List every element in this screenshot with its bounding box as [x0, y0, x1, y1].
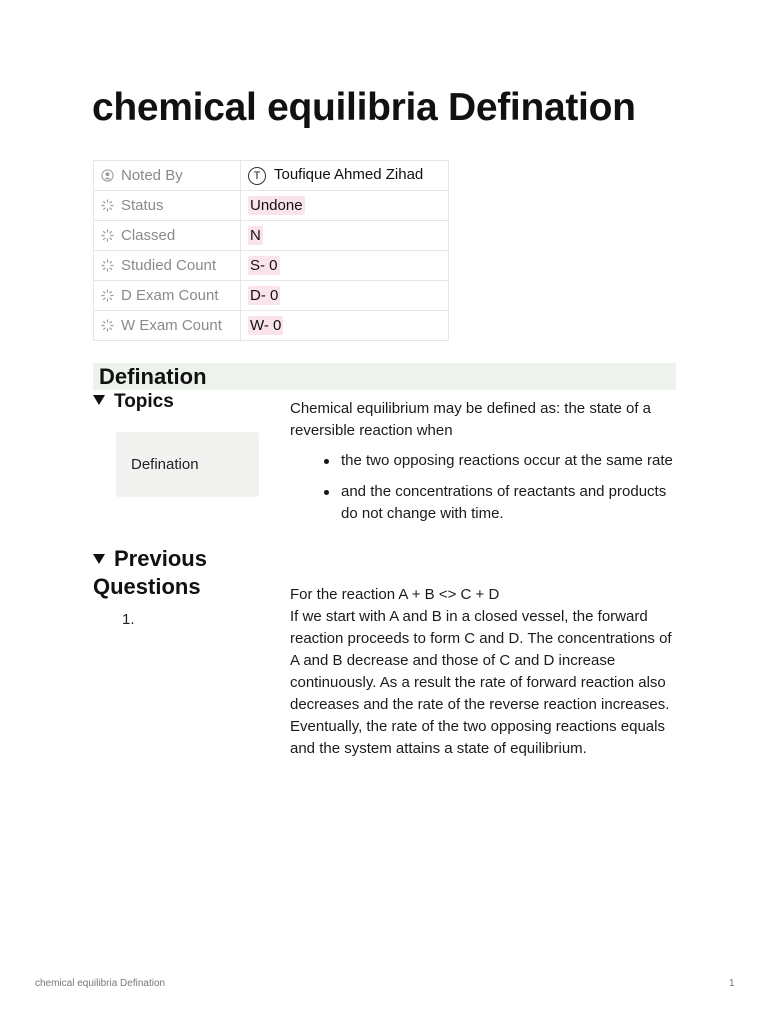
- noted-by-value: Toufique Ahmed Zihad: [274, 166, 424, 183]
- studied-count-badge: S- 0: [250, 257, 278, 274]
- w-exam-count-badge: W- 0: [250, 317, 282, 334]
- property-key-label: D Exam Count: [121, 287, 219, 304]
- triangle-down-icon[interactable]: [93, 395, 105, 405]
- d-exam-count-badge: D- 0: [250, 287, 279, 304]
- avatar: T: [248, 167, 266, 185]
- property-row: [94, 221, 449, 251]
- property-key-label: Classed: [121, 227, 176, 244]
- section-heading: [93, 363, 676, 390]
- status-badge: Undone: [250, 197, 303, 214]
- property-key: [94, 281, 241, 311]
- topics-callout: [116, 432, 259, 497]
- property-row: [94, 311, 449, 341]
- topics-label: Topics: [114, 391, 174, 412]
- footer-title: chemical equilibria Defination: [35, 978, 166, 989]
- property-row: [94, 161, 449, 191]
- loading-icon: [101, 229, 114, 242]
- property-value[interactable]: [241, 191, 449, 221]
- property-row: [94, 281, 449, 311]
- list-item: and the concentrations of reactants and products do not change with time.: [290, 481, 682, 525]
- property-value[interactable]: [241, 221, 449, 251]
- loading-icon: [101, 199, 114, 212]
- property-key: [94, 191, 241, 221]
- property-key: [94, 251, 241, 281]
- reaction-line: For the reaction A + B <> C + D: [290, 586, 500, 603]
- property-key: [94, 221, 241, 251]
- property-value[interactable]: [241, 281, 449, 311]
- loading-icon: [101, 319, 114, 332]
- explanation-paragraph: If we start with A and B in a closed vessel, the forward reaction proceeds to form C and D. The concentrations of A and B decrease and those of C and D increase continuously. As a result the rate of forward reaction also decreases and the rate of the reverse reaction increases. Eventually, the rate of the two opposing reactions equals and the system attains a state of equilibrium.: [290, 608, 672, 757]
- page-number: 1: [729, 978, 735, 989]
- property-row: [94, 251, 449, 281]
- page-title: chemical equilibria Defination: [92, 86, 636, 129]
- property-key-label: W Exam Count: [121, 317, 222, 334]
- classed-badge: N: [250, 227, 261, 244]
- callout-text: Defination: [131, 456, 199, 473]
- section-heading-text: Defination: [99, 364, 207, 389]
- property-key-label: Studied Count: [121, 257, 217, 274]
- explanation-block: [290, 584, 682, 760]
- numbered-list-item: 1.: [122, 611, 135, 628]
- intro-paragraph: Chemical equilibrium may be defined as: the state of a reversible reaction when: [290, 400, 652, 439]
- property-key-label: Status: [121, 197, 164, 214]
- property-value[interactable]: [241, 311, 449, 341]
- bullet-list: [290, 450, 682, 525]
- properties-table: [93, 160, 449, 341]
- definition-content: [290, 398, 682, 534]
- property-key: [94, 311, 241, 341]
- list-item: the two opposing reactions occur at the same rate: [290, 450, 682, 472]
- property-value[interactable]: [241, 251, 449, 281]
- previous-questions-toggle[interactable]: [93, 545, 263, 601]
- previous-questions-label: Previous Questions: [93, 546, 207, 599]
- property-key: [94, 161, 241, 191]
- loading-icon: [101, 259, 114, 272]
- triangle-down-icon[interactable]: [93, 554, 105, 564]
- topics-toggle[interactable]: [93, 390, 174, 414]
- property-value[interactable]: [241, 161, 449, 191]
- person-icon: [101, 169, 114, 182]
- property-key-label: Noted By: [121, 167, 183, 184]
- loading-icon: [101, 289, 114, 302]
- property-row: [94, 191, 449, 221]
